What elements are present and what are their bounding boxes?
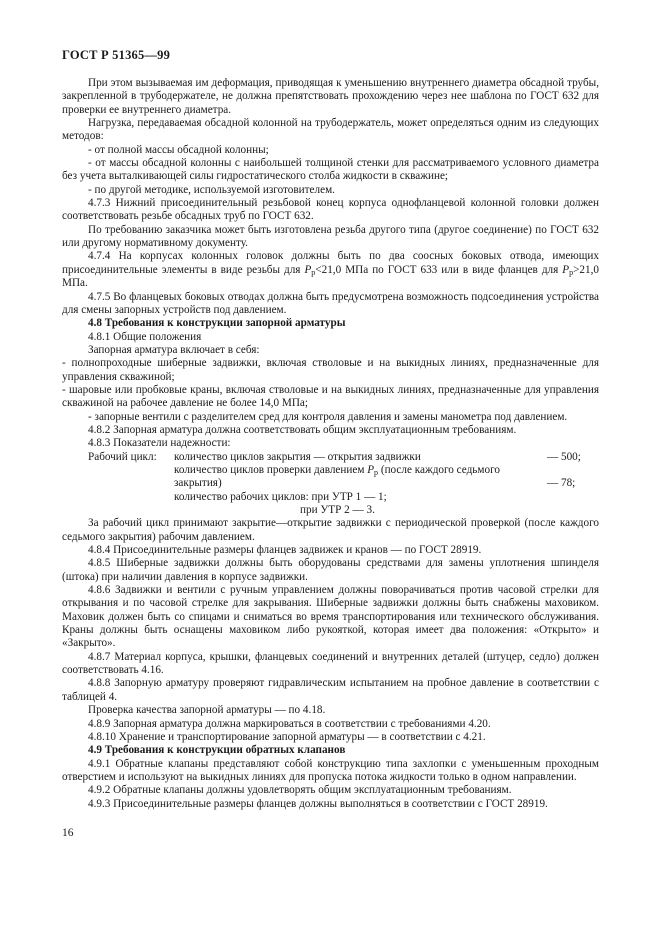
cycle-label: Рабочий цикл: — [88, 450, 157, 463]
clause-4-9-1: 4.9.1 Обратные клапаны представляют собой конструкцию типа захлопки с уменьшенным проходным отверстием и используют на выкидных линиях для пропуска потока жидкости только в одном направлении. — [62, 757, 599, 783]
reliability-row — [62, 464, 599, 477]
list-item: - запорные вентили с разделителем сред для контроля давления и замены манометра под давлением. — [88, 410, 568, 423]
pressure-symbol: P — [304, 263, 312, 276]
clause-4-8-8: 4.8.8 Запорную арматуру проверяют гидравлическим испытанием на пробное давление в соответствии с таблицей 4. — [62, 677, 599, 703]
clause-4-8-2: 4.8.2 Запорная арматура должна соответствовать общим эксплуатационным требованиям. — [88, 423, 517, 436]
list-item: - от полной массы обсадной колонны; — [88, 143, 269, 156]
cycle-description: при УТР 2 — 3. — [300, 504, 375, 516]
clause-4-8-1: 4.8.1 Общие положения — [88, 330, 202, 343]
page-body — [62, 77, 599, 811]
paragraph: Проверка качества запорной арматуры — по 4.18. — [88, 704, 326, 717]
clause-4-8-9: 4.8.9 Запорная арматура должна маркироваться в соответствии с требованиями 4.20. — [88, 717, 491, 730]
clause-4-8-4: 4.8.4 Присоединительные размеры фланцев задвижек и кранов — по ГОСТ 28919. — [88, 544, 482, 557]
cycle-value: — 78; — [547, 477, 576, 490]
clause-4-8-10: 4.8.10 Хранение и транспортирование запорной арматуры — в соответствии с 4.21. — [88, 730, 486, 743]
paragraph: Запорная арматура включает в себя: — [88, 343, 260, 356]
clause-4-7-4 — [62, 250, 599, 290]
paragraph: При этом вызываемая им деформация, приводящая к уменьшению внутреннего диаметра обсадной трубы, закрепленной в трубодержателе, не должна препятствовать прохождению через нее шаблона по ГОСТ 632 для проверки ее внутреннего диаметра. — [62, 77, 599, 116]
cycle-value: — 500; — [547, 450, 581, 463]
clause-4-9-2: 4.9.2 Обратные клапаны должны удовлетворять общим эксплуатационным требованиям. — [88, 784, 512, 797]
cycle-description: количество циклов закрытия — открытия задвижки — [174, 450, 421, 463]
list-item: - по другой методике, используемой изготовителем. — [88, 183, 335, 196]
reliability-row — [62, 477, 599, 490]
paragraph: По требованию заказчика может быть изготовлена резьба другого типа (другое соединение) по ГОСТ 632 или другому нормативному документу. — [62, 223, 599, 250]
reliability-row — [62, 451, 599, 464]
pressure-subscript: р — [374, 467, 379, 477]
section-heading-4-9: 4.9 Требования к конструкции обратных клапанов — [88, 744, 346, 757]
list-item: - шаровые или пробковые краны, включая стволовые и на выкидных линиях, предназначенные для управления скважиной на рабочее давление не более 14,0 МПа; — [62, 383, 599, 410]
cycle-description: количество рабочих циклов: при УТР 1 — 1; — [174, 490, 387, 503]
clause-4-7-3: 4.7.3 Нижний присоединительный резьбовой конец корпуса однофланцевой колонной головки должен соответствовать резьбе обсадных труб по ГОСТ 632. — [62, 197, 599, 223]
clause-4-8-6: 4.8.6 Задвижки и вентили с ручным управлением должны поворачиваться против часовой стрелки для открывания и по часовой стрелке для закрывания. Шиберные задвижки должны быть снабжены маховиком. Маховик должен быть со спицами и сниматься во время транспортирования или технического обслуживания. Краны должны быть оснащены маховиком либо рукояткой, которая имеет два положения: «Открыто» и «Закрыто». — [62, 584, 599, 650]
cycle-description: закрытия) — [174, 477, 222, 490]
list-item: - полнопроходные шиберные задвижки, включая стволовые и на выкидных линиях, предназначенные для управления скважиной; — [62, 357, 599, 383]
list-item: - от массы обсадной колонны с наибольшей толщиной стенки для рассматриваемого условного диаметра без учета выталкивающей силы гидростатического столба жидкости в скважине; — [62, 157, 599, 183]
cycle-description: количество циклов проверки давлением $P_р$ (после каждого седьмого — [174, 463, 500, 477]
clause-4-9-3: 4.9.3 Присоединительные размеры фланцев должны выполняться в соответствии с ГОСТ 28919. — [88, 797, 548, 810]
pressure-subscript: р — [311, 267, 316, 277]
clause-text: <21,0 МПа по ГОСТ 633 или в виде фланцев для — [315, 263, 563, 276]
clause-4-7-5: 4.7.5 Во фланцевых боковых отводах должна быть предусмотрена возможность подсоединения устройства для смены запорных устройств под давлением. — [62, 290, 599, 316]
clause-4-8-5: 4.8.5 Шиберные задвижки должны быть оборудованы средствами для замены уплотнения шпинделя (штока) при наличии давления в корпусе задвижки. — [62, 557, 599, 583]
page-number: 16 — [62, 827, 74, 839]
paragraph: Нагрузка, передаваемая обсадной колонной на трубодержатель, может определяться одним из следующих методов: — [62, 117, 599, 143]
clause-text: 4.7.4 На корпусах колонных головок должны быть по два соосных боковых отвода, имеющих присоединительные элементы в виде резьбы для — [62, 250, 599, 276]
clause-text: >21,0 МПа. — [62, 263, 599, 290]
paragraph: За рабочий цикл принимают закрытие—открытие задвижки с периодической проверкой (после каждого седьмого закрытия) рабочим давлением. — [62, 517, 599, 543]
pressure-subscript: р — [569, 267, 574, 277]
document-code: ГОСТ Р 51365—99 — [62, 48, 171, 62]
clause-4-8-7: 4.8.7 Материал корпуса, крышки, фланцевых соединений и внутренних деталей (штуцер, седло) должен соответствовать 4.16. — [62, 650, 599, 677]
section-heading-4-8: 4.8 Требования к конструкции запорной арматуры — [88, 317, 346, 330]
clause-4-8-3: 4.8.3 Показатели надежности: — [88, 437, 231, 450]
pressure-symbol: P — [562, 263, 570, 276]
pressure-symbol: P — [367, 463, 375, 476]
